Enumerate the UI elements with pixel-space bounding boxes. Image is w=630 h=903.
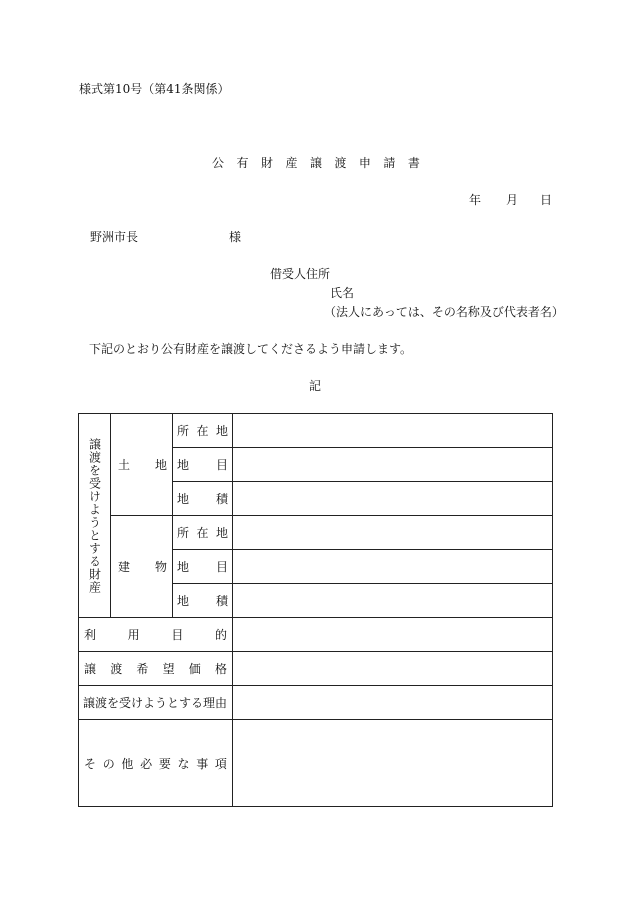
land-location-label <box>173 422 232 439</box>
building-location-label <box>173 524 232 541</box>
title-char: 申 <box>358 156 371 170</box>
label-char: 地 <box>215 526 228 540</box>
label-char: 要 <box>158 756 171 771</box>
reason-label-cell <box>79 686 233 720</box>
label-char: 地 <box>177 594 190 608</box>
label-char: 格 <box>214 662 227 676</box>
application-table <box>78 413 553 807</box>
applicant-address-label: 借受人住所 <box>270 267 331 281</box>
building-label-cell <box>111 516 173 618</box>
label-char: そ <box>84 756 97 771</box>
label-char: 利 <box>84 628 97 642</box>
title-char: 請 <box>383 156 396 170</box>
label-char: 積 <box>215 492 228 506</box>
building-category-label <box>173 558 232 575</box>
other-field[interactable] <box>233 720 553 807</box>
land-label <box>111 456 172 473</box>
building-area-field[interactable] <box>233 584 553 618</box>
price-field[interactable] <box>233 652 553 686</box>
label-char: 所 <box>177 424 190 438</box>
building-category-label-cell <box>173 550 233 584</box>
label-char: 地 <box>177 458 190 472</box>
form-number: 様式第10号（第41条関係） <box>79 82 230 96</box>
usage-label-cell <box>79 618 233 652</box>
label-char: 目 <box>171 628 184 642</box>
label-char: 所 <box>177 526 190 540</box>
date-month: 月 <box>506 193 519 207</box>
land-char: 地 <box>154 458 167 472</box>
land-location-field[interactable] <box>233 414 553 448</box>
other-label <box>79 755 232 772</box>
applicant-corp-note: （法人にあっては、その名称及び代表者名） <box>324 305 564 319</box>
building-label <box>111 558 172 575</box>
building-category-field[interactable] <box>233 550 553 584</box>
title-char: 渡 <box>334 156 347 170</box>
land-area-field[interactable] <box>233 482 553 516</box>
reason-field[interactable] <box>233 686 553 720</box>
form-title <box>212 156 420 170</box>
land-category-label <box>173 456 232 473</box>
label-char: 地 <box>215 424 228 438</box>
label-char: 望 <box>162 662 175 676</box>
other-label-cell <box>79 720 233 807</box>
land-category-label-cell <box>173 448 233 482</box>
building-location-field[interactable] <box>233 516 553 550</box>
building-location-label-cell <box>173 516 233 550</box>
addressee-honorific: 様 <box>229 230 242 244</box>
intro-text: 下記のとおり公有財産を譲渡してくださるよう申請します。 <box>89 342 413 356</box>
title-char: 産 <box>285 156 298 170</box>
label-char: 的 <box>214 628 227 642</box>
land-location-label-cell <box>173 414 233 448</box>
label-char: 目 <box>215 560 228 574</box>
building-char: 建 <box>118 560 131 574</box>
label-char: な <box>177 756 190 771</box>
title-char: 財 <box>260 156 273 170</box>
property-label-cell <box>79 414 111 618</box>
label-char: 項 <box>214 756 227 771</box>
land-category-field[interactable] <box>233 448 553 482</box>
applicant-name-label: 氏名 <box>330 286 355 300</box>
label-char: 目 <box>215 458 228 472</box>
building-area-label-cell <box>173 584 233 618</box>
label-char: 在 <box>196 424 209 438</box>
label-char: 積 <box>215 594 228 608</box>
label-char: 事 <box>196 756 209 771</box>
label-char: 地 <box>177 560 190 574</box>
ki-label: 記 <box>309 379 322 393</box>
building-char: 物 <box>154 560 167 574</box>
label-char: 他 <box>121 756 134 771</box>
label-char: 希 <box>136 662 149 676</box>
price-label <box>79 660 232 677</box>
land-area-label-cell <box>173 482 233 516</box>
usage-field[interactable] <box>233 618 553 652</box>
property-label: 譲渡を受けようとする財産 <box>87 437 102 594</box>
date-day: 日 <box>540 193 553 207</box>
label-char: 渡 <box>110 662 123 676</box>
label-char: の <box>102 756 115 771</box>
label-char: 用 <box>127 628 140 642</box>
title-char: 公 <box>212 156 225 170</box>
building-area-label <box>173 592 232 609</box>
reason-label: 譲渡を受けようとする理由 <box>83 696 228 710</box>
label-char: 必 <box>140 756 153 771</box>
price-label-cell <box>79 652 233 686</box>
land-char: 土 <box>118 458 131 472</box>
land-label-cell <box>111 414 173 516</box>
date-year: 年 <box>469 193 482 207</box>
title-char: 譲 <box>309 156 322 170</box>
title-char: 有 <box>236 156 249 170</box>
label-char: 在 <box>196 526 209 540</box>
title-char: 書 <box>407 156 420 170</box>
label-char: 価 <box>188 662 201 676</box>
usage-label <box>79 626 232 643</box>
label-char: 地 <box>177 492 190 506</box>
addressee-name: 野洲市長 <box>90 230 139 244</box>
label-char: 譲 <box>84 662 97 676</box>
land-area-label <box>173 490 232 507</box>
